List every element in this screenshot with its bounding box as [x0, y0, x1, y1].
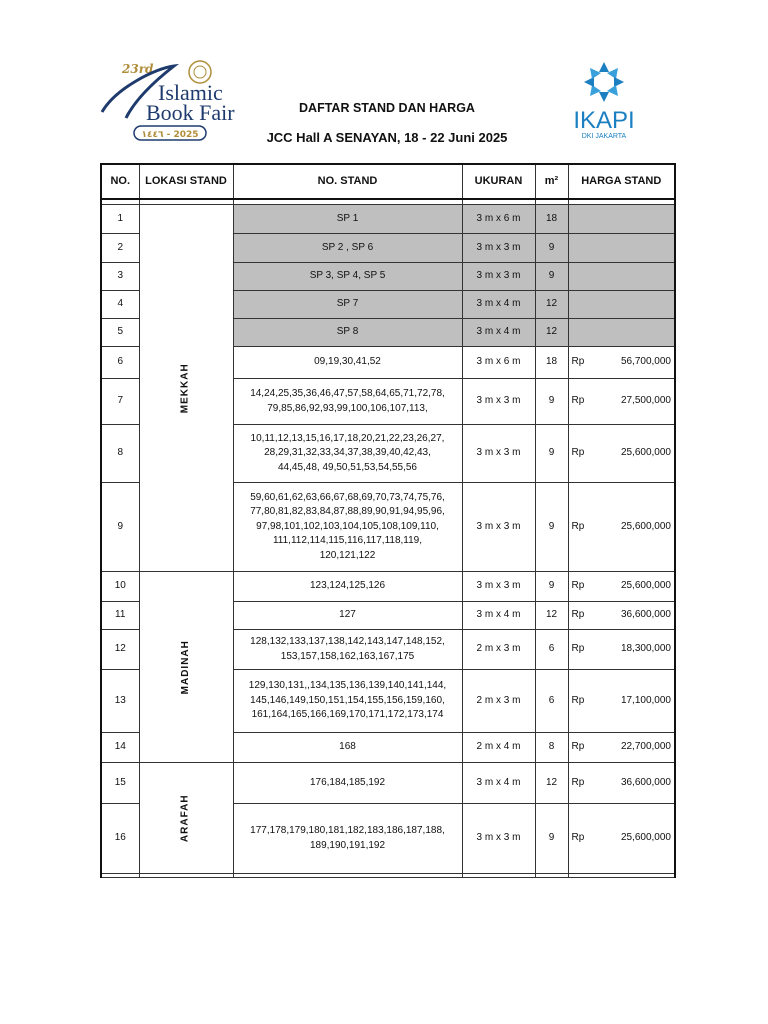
price-currency: Rp [571, 832, 585, 844]
row-price [568, 483, 675, 572]
row-no: 3 [101, 263, 139, 291]
ikapi-logo-graphic [560, 58, 660, 144]
row-price-empty [568, 319, 675, 347]
price-currency: Rp [571, 356, 585, 368]
price-amount: 27,500,000 [620, 395, 671, 407]
row-size: 2 m x 3 m [462, 670, 535, 733]
ibf-year: ١٤٤٦ - 2025 [141, 130, 199, 140]
row-no: 11 [101, 602, 139, 630]
row-size: 3 m x 3 m [462, 483, 535, 572]
row-size: 3 m x 3 m [462, 425, 535, 483]
row-no: 14 [101, 733, 139, 763]
row-area: 18 [535, 347, 568, 379]
ibf-ordinal: 23rd [122, 62, 154, 76]
price-amount: 36,600,000 [620, 609, 671, 621]
table-row [101, 205, 675, 234]
row-size: 3 m x 3 m [462, 379, 535, 425]
row-size: 3 m x 4 m [462, 763, 535, 804]
price-currency: Rp [571, 520, 585, 532]
price-currency: Rp [571, 580, 585, 592]
price-currency: Rp [571, 694, 585, 706]
row-size: 3 m x 4 m [462, 319, 535, 347]
row-price [568, 347, 675, 379]
row-area: 8 [535, 733, 568, 763]
row-stand: 123,124,125,126 [233, 572, 462, 602]
row-no: 9 [101, 483, 139, 572]
row-price [568, 602, 675, 630]
row-size: 2 m x 4 m [462, 733, 535, 763]
row-area: 9 [535, 263, 568, 291]
row-no: 8 [101, 425, 139, 483]
row-price [568, 425, 675, 483]
row-stand: 176,184,185,192 [233, 763, 462, 804]
price-currency: Rp [571, 395, 585, 407]
row-price [568, 804, 675, 874]
table-end-row [101, 874, 675, 878]
page-title: DAFTAR STAND DAN HARGA [299, 101, 475, 115]
location-mekkah [139, 205, 233, 572]
price-amount: 56,700,000 [620, 356, 671, 368]
price-amount: 22,700,000 [620, 741, 671, 753]
row-size: 3 m x 6 m [462, 205, 535, 234]
col-header-location: LOKASI STAND [139, 164, 233, 199]
row-stand: 168 [233, 733, 462, 763]
row-stand: 127 [233, 602, 462, 630]
row-no: 2 [101, 234, 139, 263]
row-stand: 14,24,25,35,36,46,47,57,58,64,65,71,72,78, 79,85,86,92,93,99,100,106,107,113, [233, 379, 462, 425]
ibf-line2: Book Fair [146, 100, 235, 125]
location-madinah-label: MADINAH [179, 639, 191, 695]
price-amount: 17,100,000 [620, 694, 671, 706]
row-area: 12 [535, 602, 568, 630]
row-price [568, 733, 675, 763]
ikapi-name: IKAPI [573, 107, 635, 134]
price-currency: Rp [571, 776, 585, 788]
price-currency: Rp [571, 447, 585, 459]
row-price [568, 763, 675, 804]
price-amount: 25,600,000 [620, 580, 671, 592]
price-currency: Rp [571, 609, 585, 621]
price-currency: Rp [571, 741, 585, 753]
row-size: 3 m x 3 m [462, 804, 535, 874]
table-row [101, 763, 675, 804]
ibf-line1: Islamic [158, 80, 223, 105]
row-stand: SP 1 [233, 205, 462, 234]
price-amount: 25,600,000 [620, 447, 671, 459]
page-subtitle: JCC Hall A SENAYAN, 18 - 22 Juni 2025 [266, 130, 508, 145]
row-area: 9 [535, 234, 568, 263]
row-area: 18 [535, 205, 568, 234]
row-no: 15 [101, 763, 139, 804]
row-no: 10 [101, 572, 139, 602]
row-area: 9 [535, 379, 568, 425]
row-stand: SP 2 , SP 6 [233, 234, 462, 263]
row-price [568, 630, 675, 670]
row-area: 9 [535, 425, 568, 483]
row-size: 3 m x 3 m [462, 263, 535, 291]
row-no: 5 [101, 319, 139, 347]
row-price-empty [568, 234, 675, 263]
row-size: 3 m x 6 m [462, 347, 535, 379]
row-price-empty [568, 205, 675, 234]
row-area: 6 [535, 670, 568, 733]
row-price [568, 572, 675, 602]
price-amount: 25,600,000 [620, 832, 671, 844]
ikapi-logo [560, 58, 660, 144]
row-area: 6 [535, 630, 568, 670]
stand-price-table [100, 163, 676, 878]
row-no: 6 [101, 347, 139, 379]
price-amount: 36,600,000 [620, 776, 671, 788]
row-stand: 59,60,61,62,63,66,67,68,69,70,73,74,75,76, 77,80,81,82,83,84,87,88,89,90,91,94,95,96, 97,98,101,102,103,104,105,108,109,110, 111,112,114,115,116,117,118,119, 120,121,122 [233, 483, 462, 572]
col-header-stand: NO. STAND [233, 164, 462, 199]
row-stand: 09,19,30,41,52 [233, 347, 462, 379]
location-madinah [139, 572, 233, 763]
row-price-empty [568, 263, 675, 291]
ikapi-region: DKI JAKARTA [581, 133, 627, 140]
row-no: 4 [101, 291, 139, 319]
row-size: 3 m x 3 m [462, 234, 535, 263]
row-stand: 10,11,12,13,15,16,17,18,20,21,22,23,26,27, 28,29,31,32,33,34,37,38,39,40,42,43, 44,45,48, 49,50,51,53,54,55,56 [233, 425, 462, 483]
location-arafah [139, 763, 233, 874]
row-no: 7 [101, 379, 139, 425]
row-area: 9 [535, 804, 568, 874]
row-price-empty [568, 291, 675, 319]
row-price [568, 670, 675, 733]
row-no: 12 [101, 630, 139, 670]
row-stand: SP 7 [233, 291, 462, 319]
col-header-size: UKURAN [462, 164, 535, 199]
row-stand: 177,178,179,180,181,182,183,186,187,188, 189,190,191,192 [233, 804, 462, 874]
row-stand: 129,130,131,,134,135,136,139,140,141,144, 145,146,149,150,151,154,155,156,159,160, 161,164,165,166,169,170,171,172,173,174 [233, 670, 462, 733]
table-row [101, 572, 675, 602]
table-header-row [101, 164, 675, 199]
row-area: 12 [535, 763, 568, 804]
row-no: 13 [101, 670, 139, 733]
price-amount: 25,600,000 [620, 520, 671, 532]
price-currency: Rp [571, 643, 585, 655]
row-size: 2 m x 3 m [462, 630, 535, 670]
row-price [568, 379, 675, 425]
row-size: 3 m x 4 m [462, 291, 535, 319]
row-no: 1 [101, 205, 139, 234]
row-no: 16 [101, 804, 139, 874]
col-header-price: HARGA STAND [568, 164, 675, 199]
location-arafah-label: ARAFAH [179, 794, 191, 842]
row-area: 9 [535, 483, 568, 572]
row-stand: SP 8 [233, 319, 462, 347]
row-area: 9 [535, 572, 568, 602]
col-header-area: m² [535, 164, 568, 199]
col-header-no: NO. [101, 164, 139, 199]
row-area: 12 [535, 291, 568, 319]
row-size: 3 m x 4 m [462, 602, 535, 630]
price-amount: 18,300,000 [620, 643, 671, 655]
row-size: 3 m x 3 m [462, 572, 535, 602]
location-mekkah-label: MEKKAH [179, 363, 191, 413]
row-stand: 128,132,133,137,138,142,143,147,148,152, 153,157,158,162,163,167,175 [233, 630, 462, 670]
row-area: 12 [535, 319, 568, 347]
row-stand: SP 3, SP 4, SP 5 [233, 263, 462, 291]
